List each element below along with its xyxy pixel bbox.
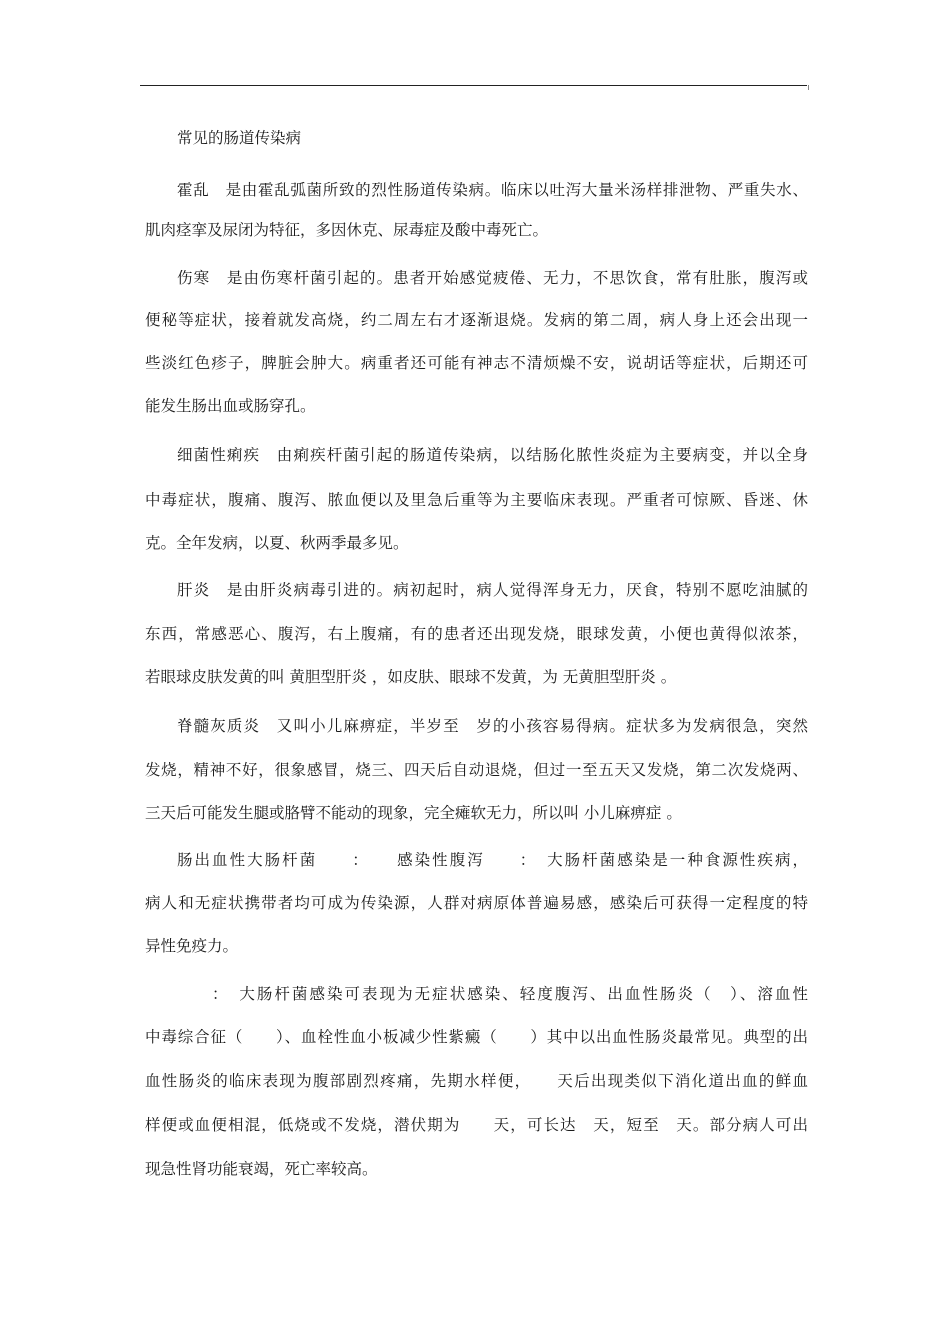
text-line: 伤寒 是由伤寒杆菌引起的。患者开始感觉疲倦、无力，不思饮食，常有肚胀，腹泻或 [177, 269, 808, 287]
text-line: 若眼球皮肤发黄的叫 黄胆型肝炎 ，如皮肤、眼球不发黄，为 无黄胆型肝炎 。 [145, 668, 677, 686]
text-line: 能发生肠出血或肠穿孔。 [145, 397, 316, 415]
text-line: ： 大肠杆菌感染可表现为无症状感染、轻度腹泻、出血性肠炎（ ）、溶血性 [177, 985, 808, 1003]
text-line: 细菌性痢疾 由痢疾杆菌引起的肠道传染病，以结肠化脓性炎症为主要病变，并以全身 [177, 446, 808, 464]
text-line: 脊髓灰质炎 又叫小儿麻痹症，半岁至 岁的小孩容易得病。症状多为发病很急，突然 [177, 717, 808, 735]
text-line: 便秘等症状，接着就发高烧，约二周左右才逐渐退烧。发病的第二周，病人身上还会出现一 [145, 311, 808, 329]
text-line: 三天后可能发生腿或胳臂不能动的现象，完全瘫软无力，所以叫 小儿麻痹症 。 [145, 804, 682, 822]
text-line: 异性免疫力。 [145, 937, 239, 955]
header-rule-tick [808, 85, 809, 90]
text-line: 肝炎 是由肝炎病毒引进的。病初起时，病人觉得浑身无力，厌食，特别不愿吃油腻的 [177, 581, 808, 599]
text-line: 中毒综合征（ ）、血栓性血小板减少性紫癜（ ）其中以出血性肠炎最常见。典型的出 [145, 1028, 808, 1046]
text-line: 肠出血性大肠杆菌 ： 感染性腹泻 ： 大肠杆菌感染是一种食源性疾病， [177, 851, 808, 869]
text-line: 东西，常感恶心、腹泻，右上腹痛，有的患者还出现发烧，眼球发黄，小便也黄得似浓茶， [145, 625, 808, 643]
text-line: 霍乱 是由霍乱弧菌所致的烈性肠道传染病。临床以吐泻大量米汤样排泄物、严重失水、 [177, 181, 808, 199]
text-line: 中毒症状，腹痛、腹泻、脓血便以及里急后重等为主要临床表现。严重者可惊厥、昏迷、休 [145, 491, 808, 509]
text-line: 肌肉痉挛及尿闭为特征，多因休克、尿毒症及酸中毒死亡。 [145, 221, 549, 239]
text-line: 现急性肾功能衰竭，死亡率较高。 [145, 1160, 378, 1178]
header-rule [140, 85, 807, 86]
text-line: 样便或血便相混，低烧或不发烧，潜伏期为 天，可长达 天，短至 天。部分病人可出 [145, 1116, 808, 1134]
text-line: 病人和无症状携带者均可成为传染源，人群对病原体普遍易感，感染后可获得一定程度的特 [145, 894, 808, 912]
text-line: 些淡红色疹子，脾脏会肿大。病重者还可能有神志不清烦燥不安，说胡话等症状，后期还可 [145, 354, 808, 372]
text-line: 发烧，精神不好，很象感冒，烧三、四天后自动退烧，但过一至五天又发烧，第二次发烧两、 [145, 761, 808, 779]
text-line: 克。全年发病，以夏、秋两季最多见。 [145, 534, 409, 552]
document-title: 常见的肠道传染病 [177, 129, 302, 147]
text-line: 血性肠炎的临床表现为腹部剧烈疼痛，先期水样便， 天后出现类似下消化道出血的鲜血 [145, 1072, 808, 1090]
